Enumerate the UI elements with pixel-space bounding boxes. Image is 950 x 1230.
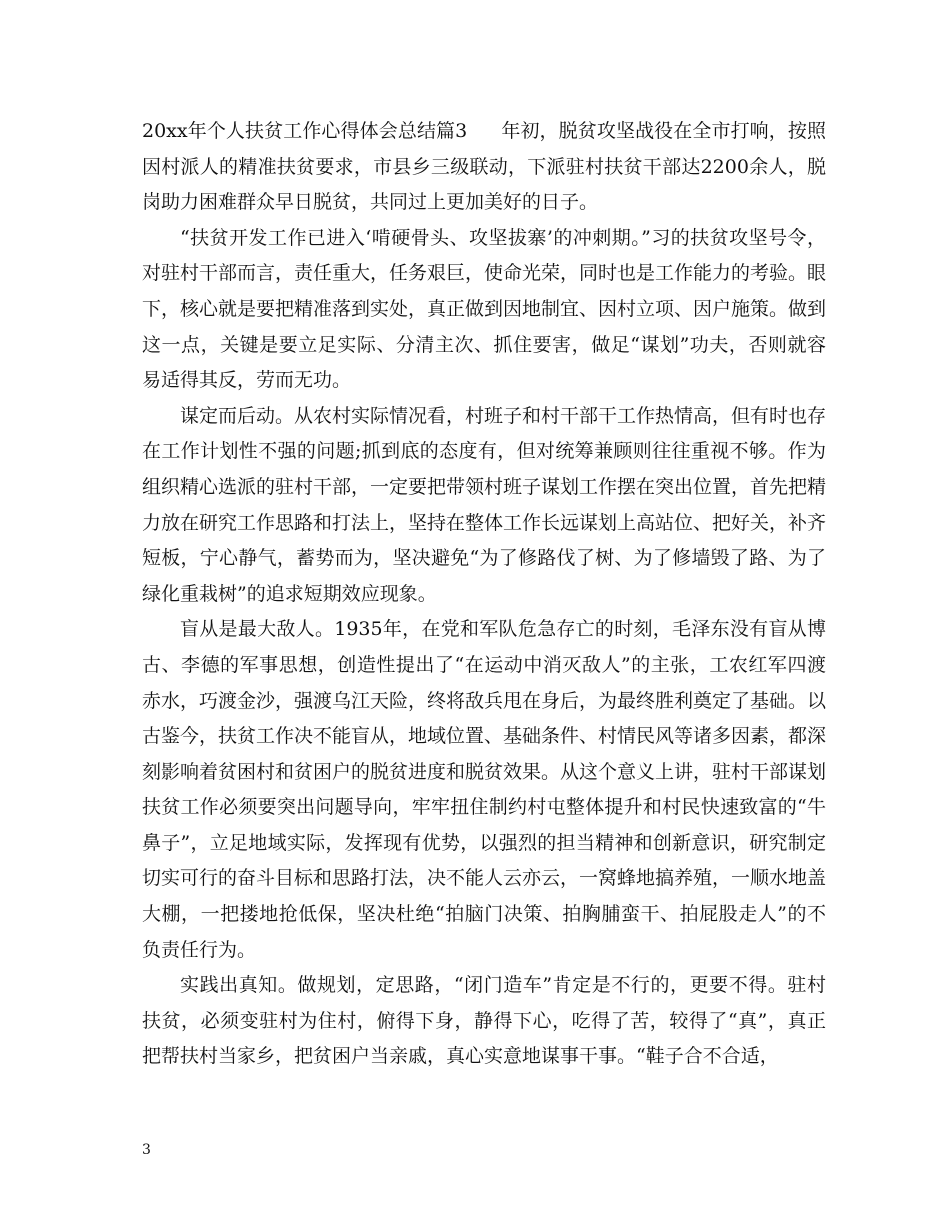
paragraph-5: 实践出真知。做规划，定思路，“闭门造车”肯定是不行的，更要不得。驻村扶贫，必须变驻村为住村，俯得下身，静得下心，吃得了苦，较得了“真”，真正把帮扶村当家乡，把贫困户当亲戚，真心实意地谋事干事。“鞋子合不合适， <box>142 974 826 1068</box>
document-title: 20xx年个人扶贫工作心得体会总结篇3 <box>142 120 468 142</box>
paragraph-3: 谋定而后动。从农村实际情况看，村班子和村干部干工作热情高，但有时也存在工作计划性不强的问题;抓到底的态度有，但对统筹兼顾则往往重视不够。作为组织精心选派的驻村干部，一定要把带领村班子谋划工作摆在突出位置，首先把精力放在研究工作思路和打法上，坚持在整体工作长远谋划上高站位、把好关，补齐短板，宁心静气，蓄势而为，坚决避免“为了修路伐了树、为了修墙毁了路、为了绿化重栽树”的追求短期效应现象。 <box>142 404 827 605</box>
page-number: 3 <box>142 1142 151 1158</box>
paragraph-1 <box>142 114 826 221</box>
document-body <box>142 114 826 1075</box>
paragraph-4: 盲从是最大敌人。1935年，在党和军队危急存亡的时刻，毛泽东没有盲从博古、李德的军事思想，创造性提出了“在运动中消灭敌人”的主张，工农红军四渡赤水，巧渡金沙，强渡乌江天险，终将敌兵甩在身后，为最终胜利奠定了基础。以古鉴今，扶贫工作决不能盲从，地域位置、基础条件、村情民风等诸多因素，都深刻影响着贫困村和贫困户的脱贫进度和脱贫效果。从这个意义上讲，驻村干部谋划扶贫工作必须要突出问题导向，牢牢扭住制约村屯整体提升和村民快速致富的“牛鼻子”，立足地域实际，发挥现有优势，以强烈的担当精神和创新意识，研究制定切实可行的奋斗目标和思路打法，决不能人云亦云，一窝蜂地搞养殖，一顺水地盖大棚，一把搂地抢低保，坚决杜绝“拍脑门决策、拍胸脯蛮干、拍屁股走人”的不负责任行为。 <box>142 618 827 961</box>
paragraph-2: “扶贫开发工作已进入‘啃硬骨头、攻坚拔寨’的冲刺期。”习的扶贫攻坚号令，对驻村干部而言，责任重大，任务艰巨，使命光荣，同时也是工作能力的考验。眼下，核心就是要把精准落到实处，真正做到因地制宜、因村立项、因户施策。做到这一点，关键是要立足实际、分清主次、抓住要害，做足“谋划”功夫，否则就容易适得其反，劳而无功。 <box>142 226 827 392</box>
paragraph-1-text: 年初，脱贫攻坚战役在全市打响，按照因村派人的精准扶贫要求，市县乡三级联动，下派驻村扶贫干部达2200余人，脱岗助力困难群众早日脱贫，共同过上更加美好的日子。 <box>142 120 826 214</box>
